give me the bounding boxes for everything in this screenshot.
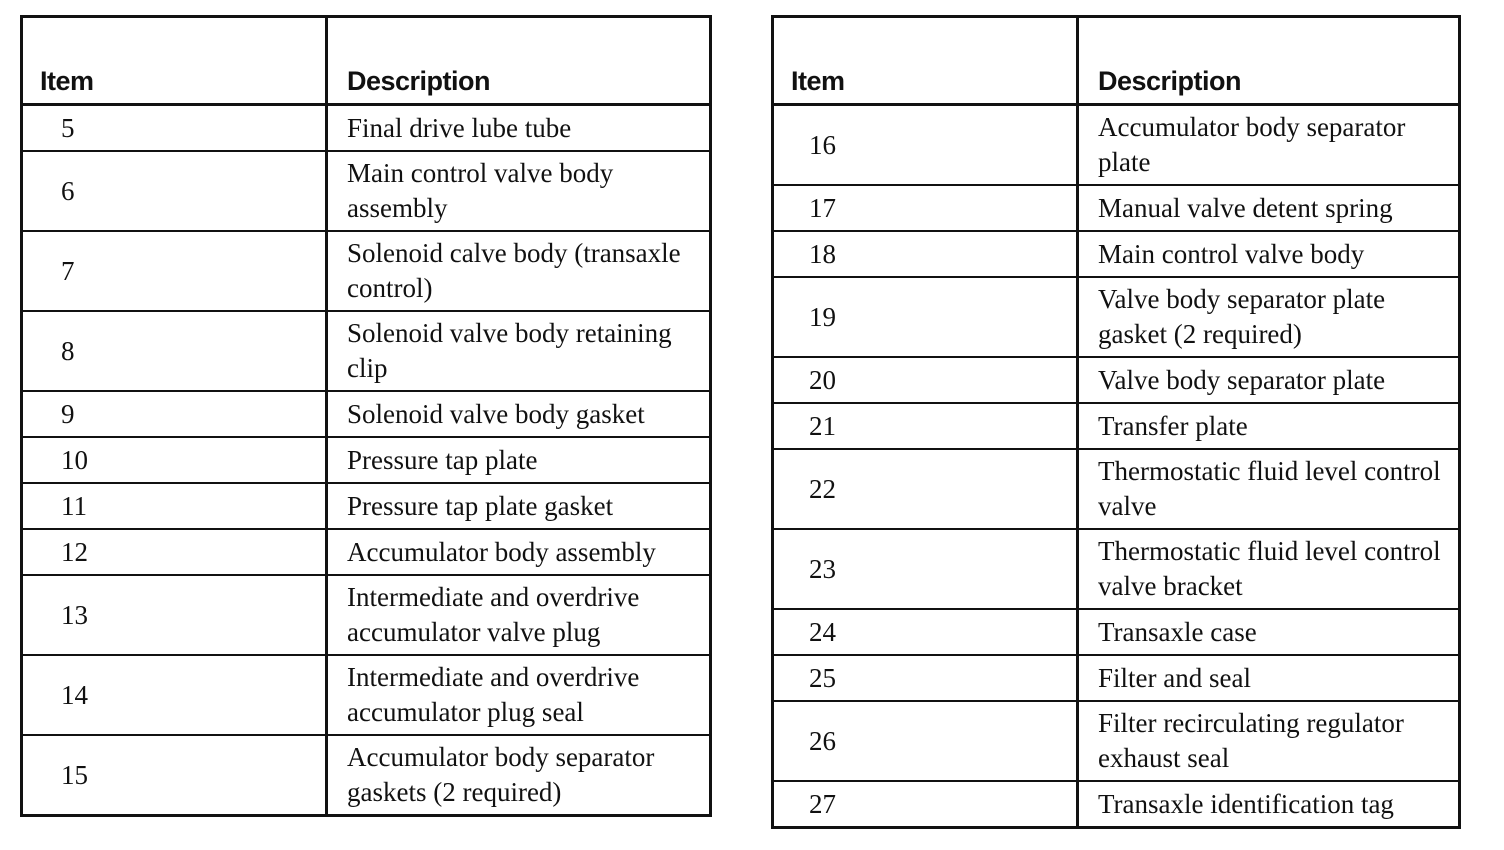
item-number: 17: [773, 185, 1078, 231]
item-description: Main control valve body assembly: [327, 151, 711, 231]
item-description: Solenoid calve body (transaxle control): [327, 231, 711, 311]
item-number: 5: [22, 105, 327, 152]
item-description: Thermostatic fluid level control valve: [1078, 449, 1460, 529]
item-description: Manual valve detent spring: [1078, 185, 1460, 231]
table-row: [773, 781, 1460, 828]
table-row: [773, 529, 1460, 609]
item-description: Transaxle identification tag: [1098, 788, 1394, 819]
item-number: 26: [773, 701, 1078, 781]
item-column-header: Item: [22, 17, 327, 105]
item-description: Valve body separator plate gasket (2 required): [1078, 277, 1460, 357]
item-description: Accumulator body assembly: [327, 529, 711, 575]
table-row: [22, 311, 711, 391]
item-column-header: Item: [773, 17, 1078, 105]
item-number: 22: [773, 449, 1078, 529]
item-number: 21: [773, 403, 1078, 449]
item-number: 9: [22, 391, 327, 437]
item-number: 19: [773, 277, 1078, 357]
item-number: 24: [773, 609, 1078, 655]
item-description: Pressure tap plate gasket: [327, 483, 711, 529]
table-row: [22, 437, 711, 483]
table-row: [22, 151, 711, 231]
item-description: Pressure tap plate: [327, 437, 711, 483]
description-column-header: Description: [327, 17, 711, 105]
table-row: [22, 655, 711, 735]
table-row: [22, 391, 711, 437]
item-number: 15: [22, 735, 327, 816]
header-row: [22, 17, 711, 105]
table-row: [773, 185, 1460, 231]
item-number: 23: [773, 529, 1078, 609]
table-row: [22, 575, 711, 655]
item-description: Thermostatic fluid level control valve bracket: [1078, 529, 1460, 609]
table-row: [773, 701, 1460, 781]
table-row: [773, 449, 1460, 529]
item-description: Transaxle case: [1078, 609, 1460, 655]
item-number: 20: [773, 357, 1078, 403]
item-number: 25: [773, 655, 1078, 701]
table-row: [22, 231, 711, 311]
item-number: 18: [773, 231, 1078, 277]
item-description: Filter recirculating regulator exhaust seal: [1078, 701, 1460, 781]
item-description: Main control valve body: [1078, 231, 1460, 277]
item-description: Solenoid valve body retaining clip: [327, 311, 711, 391]
item-number: 8: [22, 311, 327, 391]
item-description: Accumulator body separator plate: [1078, 105, 1460, 186]
item-description: Accumulator body separator gaskets (2 required): [347, 742, 655, 807]
table-row: [22, 735, 711, 816]
table-row: [773, 277, 1460, 357]
item-number: 6: [22, 151, 327, 231]
description-column-header: Description: [1078, 17, 1460, 105]
item-description: Final drive lube tube: [327, 105, 711, 152]
table-row: [773, 105, 1460, 186]
table-row: [22, 105, 711, 152]
parts-table-left: [20, 15, 712, 817]
item-description: Valve body separator plate: [1078, 357, 1460, 403]
table-row: [773, 609, 1460, 655]
item-number: 12: [22, 529, 327, 575]
item-description: Solenoid valve body gasket: [327, 391, 711, 437]
table-row: [22, 483, 711, 529]
header-row: [773, 17, 1460, 105]
table-row: [22, 529, 711, 575]
item-number: 13: [22, 575, 327, 655]
parts-table-right: [771, 15, 1461, 829]
item-description: Transfer plate: [1078, 403, 1460, 449]
item-description: Intermediate and overdrive accumulator plug seal: [327, 655, 711, 735]
item-number: 10: [22, 437, 327, 483]
item-number: 27: [773, 781, 1078, 828]
item-number: 11: [22, 483, 327, 529]
item-number: 16: [773, 105, 1078, 186]
item-description: Intermediate and overdrive accumulator valve plug: [327, 575, 711, 655]
table-row: [773, 403, 1460, 449]
item-number: 7: [22, 231, 327, 311]
item-number: 14: [22, 655, 327, 735]
table-row: [773, 655, 1460, 701]
item-description: Filter and seal: [1078, 655, 1460, 701]
table-row: [773, 357, 1460, 403]
table-row: [773, 231, 1460, 277]
